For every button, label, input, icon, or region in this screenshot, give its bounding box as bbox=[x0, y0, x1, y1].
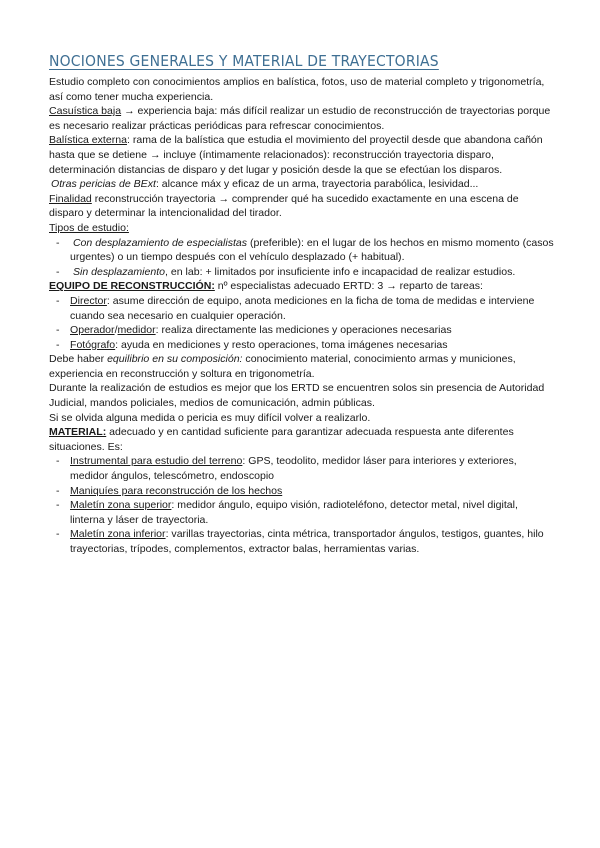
material-term: Maniquíes para reconstrucción de los hechos bbox=[70, 484, 283, 497]
role-term-2: medidor bbox=[117, 324, 156, 337]
tipo-term: Con desplazamiento de especialistas bbox=[72, 236, 248, 249]
list-item bbox=[49, 338, 554, 353]
list-item bbox=[49, 236, 554, 265]
list-item bbox=[49, 265, 554, 280]
list-item bbox=[49, 454, 554, 483]
finalidad-paragraph bbox=[49, 192, 554, 221]
material-text: adecuado y en cantidad suficiente para garantizar adecuada respuesta ante diferentes situaciones. Es: bbox=[49, 426, 514, 453]
material-item-text: : medidor ángulo, equipo visión, radioteléfono, detector metal, nivel digital, linterna y láser de trayectoria. bbox=[70, 499, 518, 526]
balistica-term: Balística externa bbox=[49, 134, 127, 147]
equilibrio-text: conocimiento material, conocimiento armas y municiones, experiencia en reconstrucción y soltura en trigonometría. bbox=[49, 353, 516, 380]
bullet-dash: - bbox=[56, 484, 60, 497]
material-term: Instrumental para estudio del terreno bbox=[70, 455, 243, 468]
bullet-dash: - bbox=[56, 338, 60, 351]
tipo-text: , en lab: + limitados por insuficiente info e incapacidad de realizar estudios. bbox=[165, 265, 516, 278]
bullet-dash: - bbox=[56, 265, 60, 278]
role-text: : ayuda en mediciones y resto operaciones, toma imágenes necesarias bbox=[115, 338, 448, 351]
material-list bbox=[49, 454, 554, 556]
equilibrio-term: equilibrio en su composición: bbox=[107, 353, 243, 366]
casuistica-paragraph bbox=[49, 104, 554, 133]
bullet-dash: - bbox=[56, 455, 60, 468]
material-paragraph bbox=[49, 425, 554, 454]
material-item-text: : GPS, teodolito, medidor láser para interiores y exteriores, medidor ángulos, telescómetro, endoscopio bbox=[70, 455, 517, 483]
material-term: Maletín zona superior bbox=[70, 499, 172, 512]
role-text: : asume dirección de equipo, anota mediciones en la ficha de toma de medidas e interviene cuando sea necesario en cualquier operación. bbox=[70, 294, 535, 322]
casuistica-text: → experiencia baja: más difícil realizar un estudio de reconstrucción de trayectorias porque es necesario realizar prácticas periódicas para refrescar conocimientos. bbox=[49, 105, 551, 132]
olvida-paragraph: Si se olvida alguna medida o pericia es muy difícil volver a realizarlo. bbox=[49, 411, 371, 424]
role-term: Operador bbox=[70, 324, 115, 337]
bullet-dash: - bbox=[56, 528, 60, 541]
list-item bbox=[49, 498, 554, 527]
equipo-list bbox=[49, 294, 554, 352]
role-sep: / bbox=[114, 324, 118, 337]
tipo-term: Sin desplazamiento bbox=[72, 265, 165, 278]
equilibrio-paragraph bbox=[49, 352, 554, 381]
finalidad-term: Finalidad bbox=[49, 192, 92, 205]
role-text: : realiza directamente las mediciones y operaciones necesarias bbox=[155, 324, 452, 337]
intro-paragraph: Estudio completo con conocimientos amplios en balística, fotos, uso de material completo y trigonometría, así como tener mucha experiencia. bbox=[49, 76, 545, 103]
equipo-text: nº especialistas adecuado ERTD: 3 → reparto de tareas: bbox=[214, 280, 483, 293]
equilibrio-pre: Debe haber bbox=[49, 353, 108, 366]
otras-paragraph bbox=[49, 177, 554, 192]
role-term: Fotógrafo bbox=[70, 338, 116, 351]
otras-term: Otras pericias de BExt bbox=[51, 178, 156, 191]
equipo-heading: EQUIPO DE RECONSTRUCCIÓN: bbox=[49, 280, 215, 293]
tipo-text: (preferible): en el lugar de los hechos en mismo momento (casos urgentes) o un tiempo después con el vehículo desplazado (+ habitual). bbox=[70, 236, 554, 264]
page-title: NOCIONES GENERALES Y MATERIAL DE TRAYECTORIAS bbox=[49, 52, 439, 70]
bullet-dash: - bbox=[56, 499, 60, 512]
list-item bbox=[49, 294, 554, 323]
finalidad-text: reconstrucción trayectoria → comprender qué ha sucedido exactamente en una escena de disparo y determinar la intencionalidad del tirador. bbox=[49, 192, 519, 220]
material-item-text: : varillas trayectorias, cinta métrica, transportador ángulos, testigos, guantes, hilo trayectorias, trípodes, complementos, extractor balas, herramientas varias. bbox=[70, 528, 544, 555]
tipos-heading: Tipos de estudio: bbox=[49, 221, 129, 234]
tipos-list bbox=[49, 236, 554, 280]
bullet-dash: - bbox=[56, 236, 60, 249]
casuistica-term: Casuística baja bbox=[49, 105, 122, 118]
bullet-dash: - bbox=[56, 324, 60, 337]
role-term: Director bbox=[70, 294, 107, 307]
list-item bbox=[49, 323, 554, 338]
durante-paragraph: Durante la realización de estudios es mejor que los ERTD se encuentren solos sin presencia de Autoridad Judicial, mandos policiales, medios de comunicación, admin públicas. bbox=[49, 382, 545, 410]
list-item bbox=[49, 484, 554, 499]
list-item bbox=[49, 527, 554, 556]
material-term: Maletín zona inferior bbox=[70, 528, 166, 541]
balistica-paragraph bbox=[49, 133, 554, 177]
material-heading: MATERIAL: bbox=[49, 426, 107, 439]
equipo-paragraph bbox=[49, 279, 554, 294]
balistica-text: : rama de la balística que estudia el movimiento del proyectil desde que abandona cañón hasta que se detiene → incluye (íntimamente relacionados): reconstrucción trayectoria disparo, determinación distancias de disparo y det lugar y posición desde la que se efectúan los disparos. bbox=[49, 134, 543, 176]
bullet-dash: - bbox=[56, 294, 60, 307]
otras-text: : alcance máx y eficaz de un arma, trayectoria parabólica, lesividad... bbox=[155, 178, 479, 191]
